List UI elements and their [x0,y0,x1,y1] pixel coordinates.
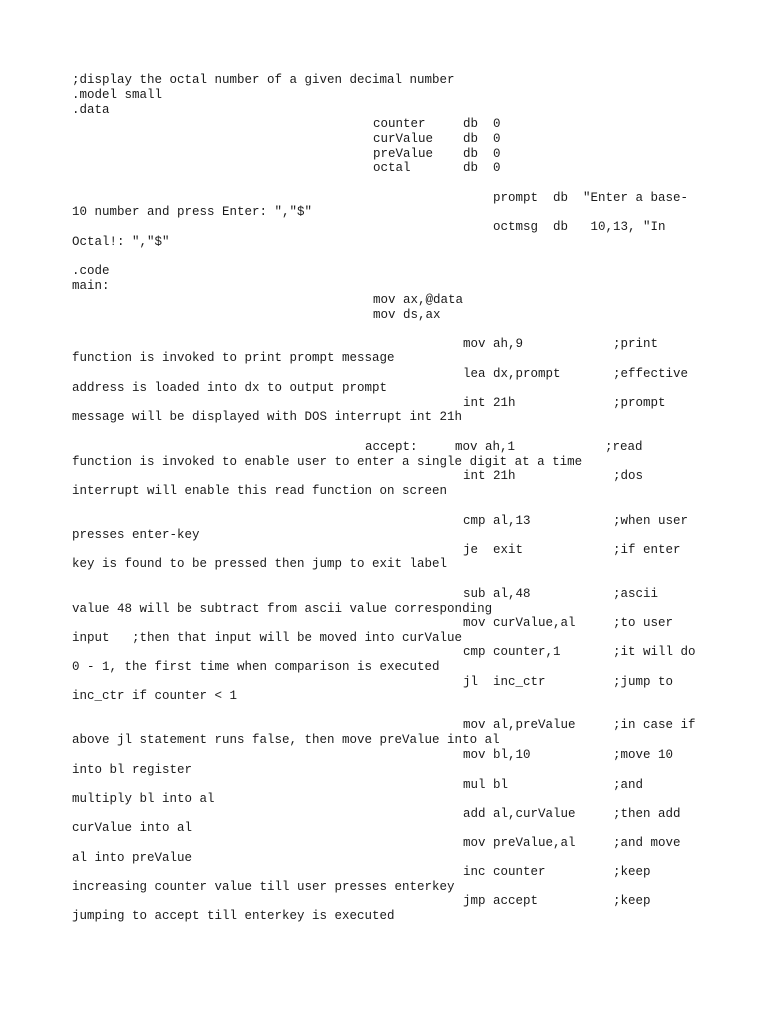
code-line: jmp accept ;keep [463,894,651,908]
code-line: jl inc_ctr ;jump to [463,675,674,689]
code-line: .code [72,264,110,278]
code-line: inc_ctr if counter < 1 [72,689,238,703]
code-line: mov curValue,al ;to user [463,616,674,630]
code-line: curValue into al [72,821,193,835]
code-line: jumping to accept till enterkey is executed [72,909,395,923]
code-line: octmsg db 10,13, "In [493,220,666,234]
code-line: 0 - 1, the first time when comparison is executed [72,660,440,674]
code-line: above jl statement runs false, then move preValue into al [72,733,500,747]
code-line: .model small [72,88,163,102]
code-line: lea dx,prompt ;effective [463,367,689,381]
code-line: input ;then that input will be moved into curValue [72,631,463,645]
code-line: accept: mov ah,1 ;read [365,440,643,454]
code-line: mov ah,9 ;print [463,337,659,351]
code-line: mov ax,@data [373,293,464,307]
code-line: .data [72,103,110,117]
code-line: je exit ;if enter [463,543,681,557]
code-line: value 48 will be subtract from ascii value corresponding [72,602,493,616]
code-line: 10 number and press Enter: ","$" [72,205,313,219]
code-line: main: [72,279,110,293]
code-line: mov preValue,al ;and move [463,836,681,850]
code-line: function is invoked to enable user to enter a single digit at a time [72,455,583,469]
code-line: int 21h ;prompt [463,396,666,410]
code-line: sub al,48 ;ascii [463,587,659,601]
code-line: presses enter-key [72,528,200,542]
code-line: al into preValue [72,851,193,865]
code-line: mov al,preValue ;in case if [463,718,696,732]
code-line: mov bl,10 ;move 10 [463,748,674,762]
code-line: key is found to be pressed then jump to exit label [72,557,448,571]
code-line: curValue db 0 [373,132,501,146]
code-line: inc counter ;keep [463,865,651,879]
code-line: prompt db "Enter a base- [493,191,689,205]
code-line: mul bl ;and [463,778,644,792]
code-line: cmp counter,1 ;it will do [463,645,696,659]
code-line: address is loaded into dx to output prompt [72,381,388,395]
code-line: interrupt will enable this read function on screen [72,484,448,498]
code-line: function is invoked to print prompt message [72,351,395,365]
code-line: ;display the octal number of a given decimal number [72,73,455,87]
code-line: int 21h ;dos [463,469,644,483]
code-line: octal db 0 [373,161,501,175]
code-line: mov ds,ax [373,308,441,322]
code-line: increasing counter value till user presses enterkey [72,880,455,894]
code-line: add al,curValue ;then add [463,807,681,821]
code-line: counter db 0 [373,117,501,131]
code-line: cmp al,13 ;when user [463,514,689,528]
code-line: into bl register [72,763,193,777]
code-line: Octal!: ","$" [72,235,170,249]
code-line: message will be displayed with DOS interrupt int 21h [72,410,463,424]
code-line: preValue db 0 [373,147,501,161]
code-line: multiply bl into al [72,792,215,806]
